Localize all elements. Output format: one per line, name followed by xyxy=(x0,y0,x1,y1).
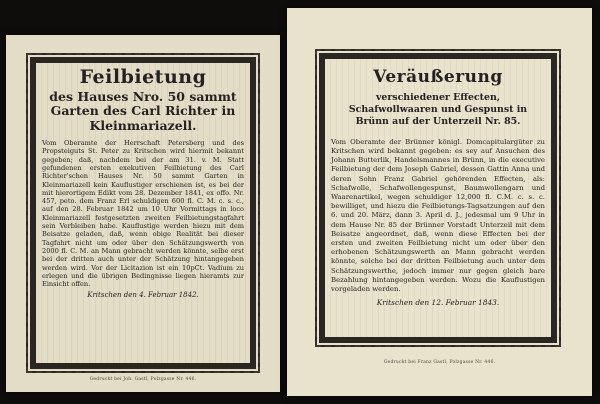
right-title: Veräußerung xyxy=(373,67,503,87)
ornamental-border-left xyxy=(30,57,256,369)
left-subtitle: des Hauses Nro. 50 sammt Garten des Carl Richter in Kleinmariazell. xyxy=(49,88,237,133)
notice-left-sheet xyxy=(6,35,280,392)
right-body: Vom Oberamte der Brünner königl. Domcapitulargüter zu Kritschen wird bekannt gegeben: es sey auf Ansuchen des Johann Butterlik, Handelsmannes in Brünn, in die executive Feilbietung der dem Joseph Gabriel, dessen Gattin Anna und deren Sohn Franz Gabriel gehörenden Effecten, als: Schafwolle, Schafwollengespunst, Baumwollengarn und Waarenartikel, wegen schuldiger 12,000 fl. C.M. c. s. c. bewilliget, und hiezu die Feilbietungs-Tagsatzungen auf den 6. und 20. März, dann 3. April d. J., jedesmal um 9 Uhr in dem Hause Nr. 85 der Brünner Vorstadt Unterzeil mit dem Beisatze angeordnet, daß, wenn diese Effecten bei der ersten und zweiten Feilbietung nicht um oder über den erhobenen Schätzungswerth an Mann gebracht werden könnte, solche bei der dritten Feilbietung auch unter dem Schätzungswerthe, jedoch immer nur gegen gleich bare Bezahlung hintangegeben werden. Wozu die Kauflustigen vorgeladen werden. xyxy=(331,137,545,294)
left-body: Vom Oberamte der Herrschaft Petersberg und des Propsteiguts St. Peter zu Kritschen wird hiermit bekannt gegeben; daß, nachdem bei der am 31. v. M. Statt gefundenen ersten exekutiven Feilbietung des Carl Richter'schen Hauses Nr. 50 sammt Garten in Kleinmariazell kein Kauflustiger erschienen ist, es bei der mit hierortigem Edikt vom 28. Dezember 1841, ex offo. Nr. 457, peto. dem Franz Erl schuldigen 600 fl. C. M. c. s. c., auf den 28. Februar 1842 um 10 Uhr Vormittags in loco Kleinmariazell festgesetzten zweiten Feilbietungstagfahrt sein Verbleiben habe. Kauflustige werden hiezu mit dem Beisatze geladen, daß, wenn obige Realität bei dieser Tagfahrt nicht um oder über den Schätzungswerth von 2000 fl. C. M. an Mann gebracht werden könnte, selbe erst bei der dritten auch unter der Schätzung hintangegeben werden wird. Vor der Licitazion ist ein 10pCt. Vadium zu erlegen und die übrigen Bedingnisse liegen hieramts zur Einsicht offen. xyxy=(42,139,244,289)
left-printer-note: Gedruckt bei Joh. Gastl, Polzgasse Nr. 446. xyxy=(89,377,197,382)
left-dateline: Kritschen den 4. Februar 1842. xyxy=(87,291,199,300)
right-dateline: Kritschen den 12. Februar 1843. xyxy=(376,298,500,308)
right-printer-note: Gedruckt bei Franz Gastl, Polzgasse Nr. 446. xyxy=(383,360,496,365)
right-subtitle: verschiedener Effecten, Schafwollwaaren und Gespunst in Brünn auf der Unterzeil Nr. 85. xyxy=(348,91,528,127)
ornamental-border-right xyxy=(319,53,557,343)
notice-right-sheet xyxy=(287,8,592,396)
left-title: Feilbietung xyxy=(79,66,207,88)
notice-left-content xyxy=(42,67,244,359)
notice-right-content xyxy=(331,63,545,333)
